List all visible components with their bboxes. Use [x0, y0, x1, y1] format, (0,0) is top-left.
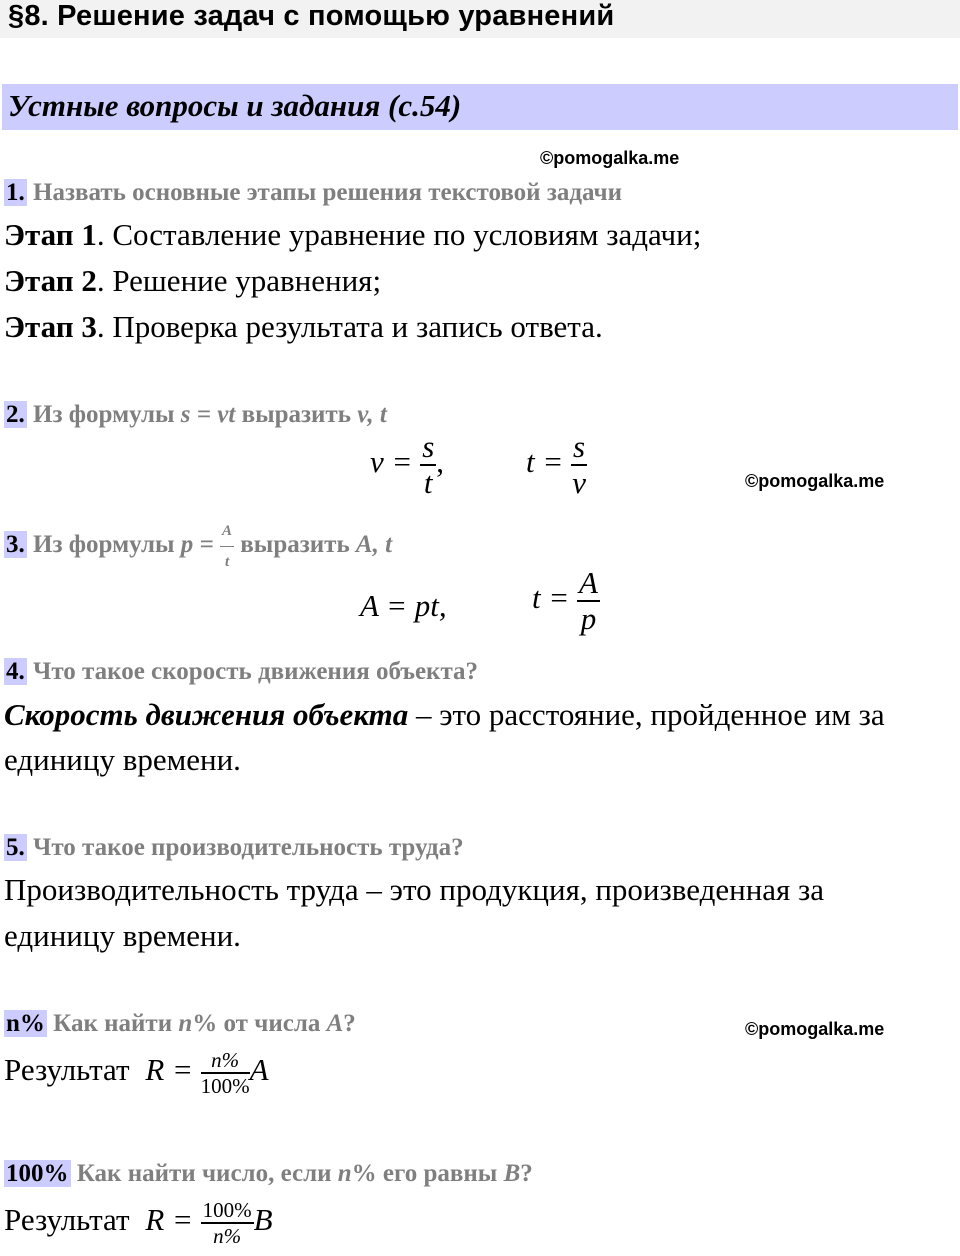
- question-text: % его равны: [351, 1160, 498, 1187]
- page-title: §8. Решение задач с помощью уравнений: [8, 0, 615, 32]
- step-label: Этап 2: [4, 263, 97, 298]
- fraction: [201, 1048, 250, 1098]
- numerator: n%: [201, 1048, 250, 1074]
- question-3: [4, 516, 392, 577]
- denominator: p: [580, 601, 597, 636]
- question-suffix: выразить: [240, 531, 350, 559]
- step-text: . Проверка результата и запись ответа.: [96, 309, 603, 344]
- answer-term: Скорость движения объекта: [4, 697, 409, 732]
- question-prefix: Из формулы: [33, 401, 175, 428]
- question-prefix: Из формулы: [33, 531, 175, 559]
- lhs: t =: [532, 580, 570, 616]
- comma: ,: [436, 444, 445, 480]
- question-6: [4, 1009, 356, 1039]
- step-label: Этап 1: [4, 217, 97, 252]
- step-1: [4, 217, 701, 253]
- numerator: s: [422, 429, 435, 464]
- question-number: 1.: [6, 179, 25, 206]
- step-3: [4, 309, 603, 345]
- answer-3-a: A = pt,: [360, 588, 447, 623]
- answer-text: – это расстояние, пройденное им за: [408, 697, 885, 732]
- fraction: [571, 430, 587, 500]
- question-4: [4, 657, 478, 687]
- numerator: 100%: [202, 1198, 252, 1222]
- watermark: ©pomogalka.me: [540, 148, 680, 168]
- watermark: ©pomogalka.me: [745, 1019, 885, 1039]
- answer-6: [4, 1048, 269, 1098]
- variable-a: A: [249, 1052, 269, 1088]
- variables: A, t: [355, 531, 393, 559]
- question-text: Назвать основные этапы решения текстовой задачи: [33, 179, 623, 206]
- step-label: Этап 3: [4, 309, 97, 344]
- answer-5-line-2: единицу времени.: [4, 918, 241, 953]
- question-number: 4.: [6, 658, 25, 685]
- denominator: t: [423, 465, 433, 500]
- question-text: Как найти: [53, 1010, 173, 1037]
- numerator: s: [573, 429, 586, 464]
- answer-3-t: [532, 566, 600, 636]
- denominator: v: [572, 465, 586, 500]
- fraction: [420, 430, 436, 500]
- lhs: R =: [145, 1202, 193, 1238]
- formula: s = vt: [180, 401, 236, 428]
- variable-b: B: [503, 1160, 521, 1187]
- lhs: t =: [526, 444, 564, 480]
- answer-4-line-2: единицу времени.: [4, 742, 241, 777]
- question-text: % от числа: [192, 1010, 321, 1037]
- answer-2-v: [370, 430, 444, 500]
- question-5: [4, 833, 464, 863]
- variable-b: B: [253, 1202, 273, 1238]
- numerator: A: [579, 565, 598, 600]
- denominator: 100%: [200, 1074, 250, 1098]
- question-mark: ?: [343, 1010, 356, 1037]
- question-number: 2.: [6, 401, 25, 428]
- question-suffix: выразить: [241, 401, 351, 428]
- fraction: [201, 1198, 254, 1248]
- answer-5-line-1: Производительность труда – это продукция, произведенная за: [4, 872, 825, 907]
- question-number: 100%: [6, 1160, 69, 1187]
- question-1: [4, 178, 622, 208]
- question-text: Что такое скорость движения объекта?: [33, 658, 479, 685]
- numerator: A: [220, 516, 234, 547]
- question-number: 3.: [6, 531, 25, 559]
- result-label: Результат: [4, 1202, 130, 1238]
- watermark: ©pomogalka.me: [745, 471, 885, 491]
- formula-lhs: p =: [180, 531, 214, 559]
- result-label: Результат: [4, 1052, 130, 1088]
- section-title: Устные вопросы и задания (с.54): [8, 88, 462, 123]
- lhs: R =: [145, 1052, 193, 1088]
- step-text: . Составление уравнение по условиям задачи;: [96, 217, 702, 252]
- step-text: . Решение уравнения;: [96, 263, 382, 298]
- question-2: [4, 400, 387, 430]
- answer-2-t: [526, 430, 587, 500]
- fraction: [577, 566, 600, 636]
- variable-n: n: [337, 1160, 352, 1187]
- denominator: n%: [213, 1224, 242, 1248]
- answer-4-line-1: [4, 697, 885, 733]
- question-number: n%: [6, 1010, 45, 1037]
- question-7: [4, 1159, 533, 1189]
- question-number: 5.: [6, 834, 25, 861]
- question-text: Как найти число, если: [76, 1160, 332, 1187]
- variable-a: A: [326, 1010, 344, 1037]
- answer-7: [4, 1198, 273, 1248]
- variable-n: n: [178, 1010, 193, 1037]
- lhs: v =: [370, 444, 413, 480]
- formula-fraction: [220, 516, 234, 577]
- denominator: t: [224, 554, 230, 570]
- variables: v, t: [357, 401, 387, 428]
- question-mark: ?: [520, 1160, 533, 1187]
- step-2: [4, 263, 381, 299]
- question-text: Что такое производительность труда?: [33, 834, 464, 861]
